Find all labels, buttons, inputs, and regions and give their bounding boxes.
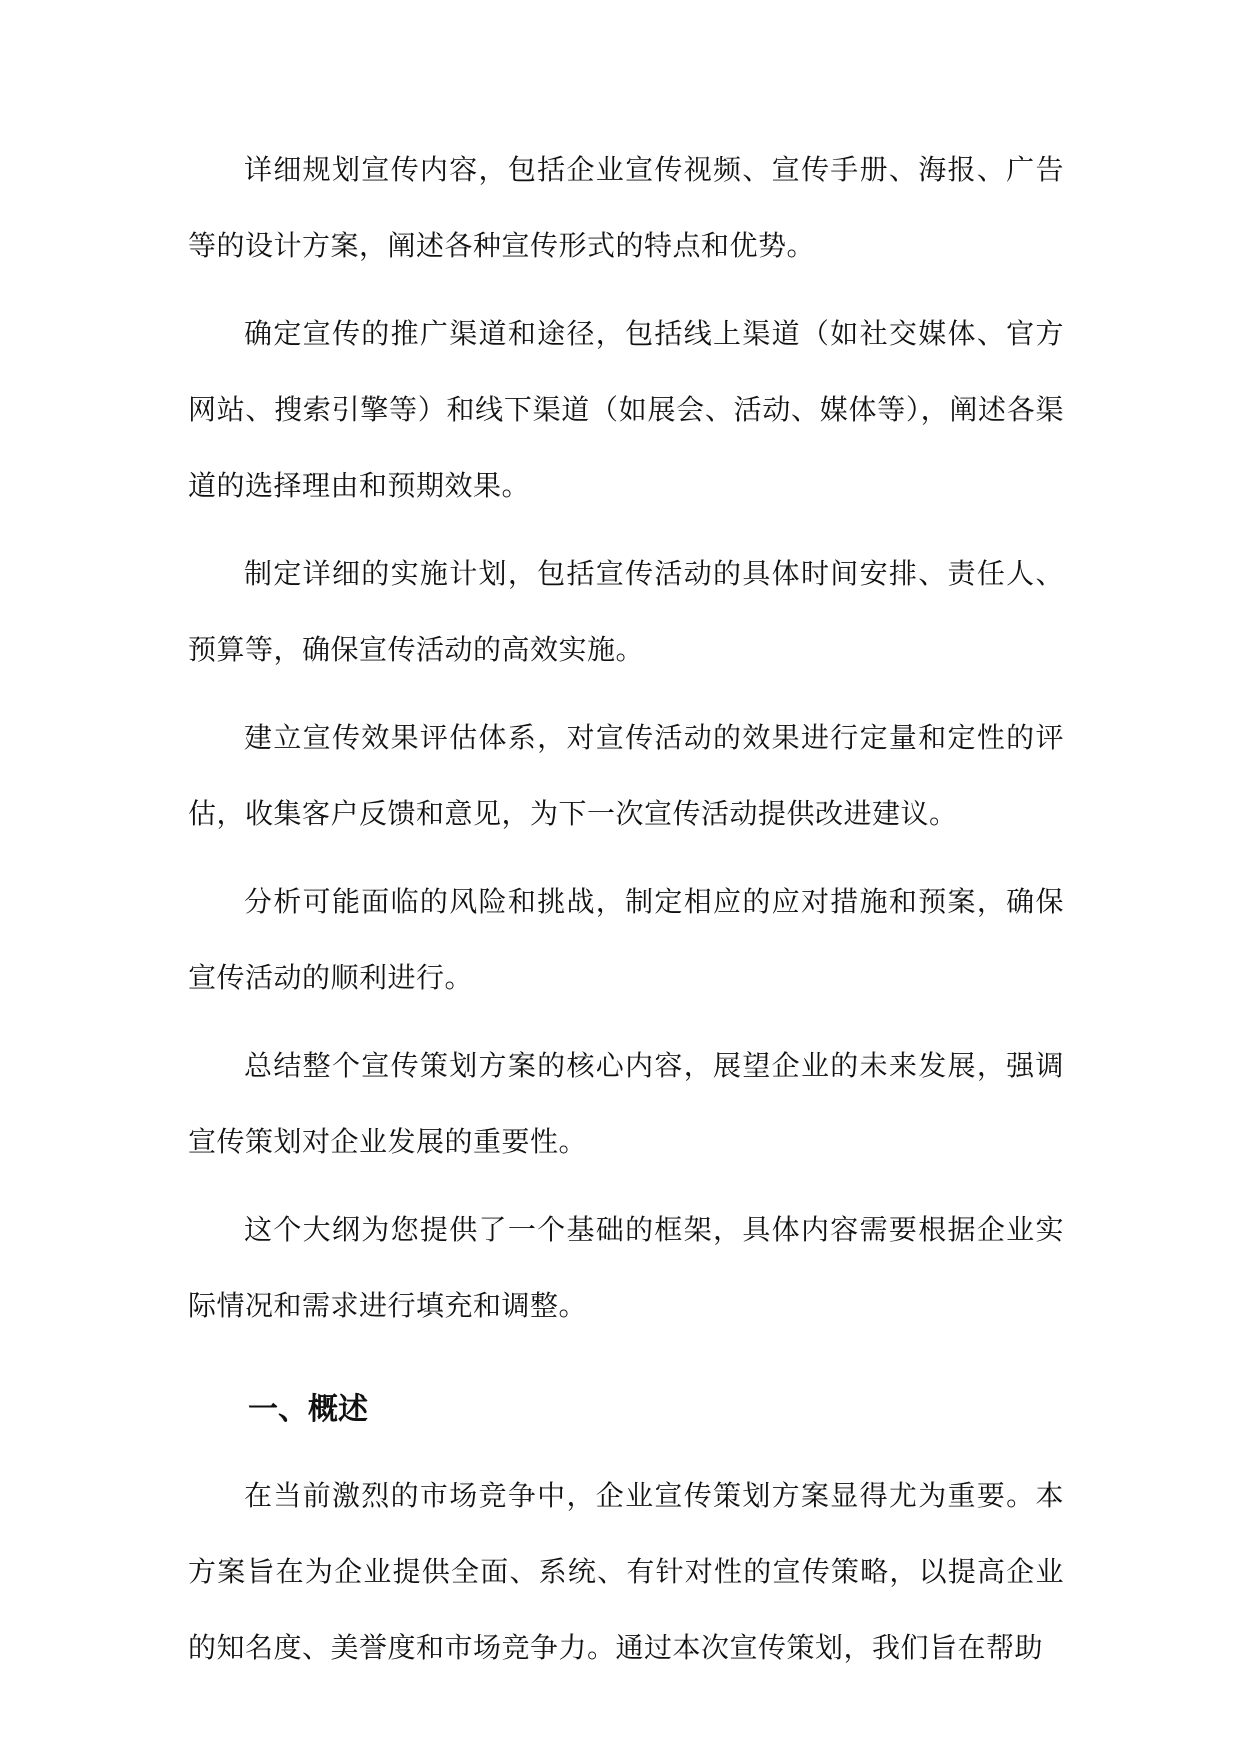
paragraph-risks: 分析可能面临的风险和挑战，制定相应的应对措施和预案，确保宣传活动的顺利进行。: [188, 885, 1064, 994]
paragraph-summary: 总结整个宣传策划方案的核心内容，展望企业的未来发展，强调宣传策划对企业发展的重要性。: [188, 1049, 1064, 1158]
section-heading-overview: 一、概述: [248, 1392, 368, 1427]
paragraph-content-plan: 详细规划宣传内容，包括企业宣传视频、宣传手册、海报、广告等的设计方案，阐述各种宣传形式的特点和优势。: [188, 153, 1064, 262]
document-body: [188, 132, 1064, 1698]
paragraph-outline-note: 这个大纲为您提供了一个基础的框架，具体内容需要根据企业实际情况和需求进行填充和调整。: [188, 1213, 1064, 1322]
paragraph-evaluation: 建立宣传效果评估体系，对宣传活动的效果进行定量和定性的评估，收集客户反馈和意见，为下一次宣传活动提供改进建议。: [188, 721, 1064, 830]
paragraph-implementation: 制定详细的实施计划，包括宣传活动的具体时间安排、责任人、预算等，确保宣传活动的高效实施。: [188, 557, 1064, 666]
paragraph-overview: 在当前激烈的市场竞争中，企业宣传策划方案显得尤为重要。本方案旨在为企业提供全面、系统、有针对性的宣传策略，以提高企业的知名度、美誉度和市场竞争力。通过本次宣传策划，我们旨在帮助: [188, 1479, 1064, 1664]
paragraph-channels: 确定宣传的推广渠道和途径，包括线上渠道（如社交媒体、官方网站、搜索引擎等）和线下渠道（如展会、活动、媒体等），阐述各渠道的选择理由和预期效果。: [188, 317, 1064, 502]
